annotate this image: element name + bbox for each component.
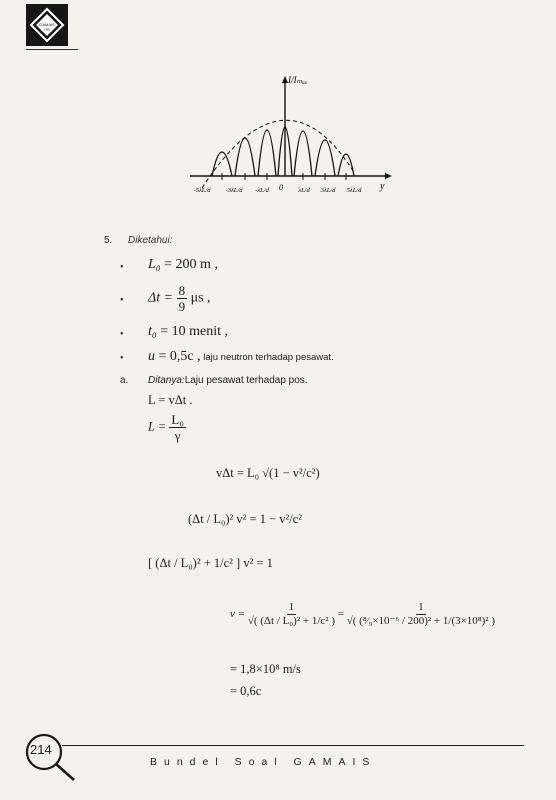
tick-label: 3λL/d (320, 187, 336, 194)
question-line (148, 375, 308, 386)
equation-line: (Δt / L₀)² v² = 1 − v²/c² (188, 512, 303, 526)
equation-line (148, 413, 186, 442)
fraction-numerator: L₀ (171, 412, 184, 427)
result-line: = 0,6c (230, 684, 262, 698)
bullet: • (120, 329, 124, 340)
tick-label: 0 (279, 183, 283, 192)
equation-fraction (347, 602, 495, 627)
given-item (148, 324, 228, 340)
given-symbol: Δt = (148, 290, 174, 306)
ask-label: Ditanya: (148, 375, 185, 386)
x-axis-label: y (380, 181, 385, 192)
given-fraction (177, 284, 188, 313)
tick-label: -3λL/d (225, 187, 243, 194)
given-symbol: L₀ (148, 257, 161, 272)
equation-lhs: v = (230, 608, 246, 621)
given-heading: Diketahui: (128, 235, 173, 246)
given-item (148, 284, 211, 313)
given-item (148, 257, 218, 273)
given-symbol: u (148, 349, 155, 364)
footer-rule (62, 745, 524, 746)
bullet: • (120, 353, 124, 364)
equation-fraction (248, 602, 335, 627)
result-line: = 1,8×10⁸ m/s (230, 662, 301, 676)
intensity-diagram (180, 70, 410, 210)
tick-label: 5λL/d (346, 187, 362, 194)
given-value: = 0,5c , (155, 349, 201, 364)
equation-line: [ (Δt / L₀)² + 1/c² ] v² = 1 (148, 556, 273, 570)
problem-number: 5. (104, 235, 113, 246)
equation-fraction (169, 413, 185, 442)
fraction-numerator: 1 (418, 601, 424, 613)
fraction-denominator: √( (⁸⁄₉×10⁻⁶ / 200)² + 1/(3×10⁸)² ) (346, 615, 496, 627)
tick-label: λL/d (298, 187, 310, 194)
given-symbol: t₀ (148, 324, 157, 339)
given-value: μs , (187, 290, 211, 306)
header-rule (26, 49, 78, 50)
fraction-denominator: 9 (178, 299, 186, 314)
fraction-numerator: 1 (288, 601, 295, 613)
magnifier-icon (22, 732, 82, 784)
equation-line (230, 602, 495, 627)
given-value: = 10 menit , (156, 324, 229, 339)
gamais-logo (26, 4, 68, 46)
fraction-numerator: 8 (178, 283, 186, 298)
equation-line: L = vΔt . (148, 393, 193, 407)
footer-book-title: Bundel Soal GAMAIS (150, 756, 377, 768)
svg-text:ITB: ITB (44, 28, 50, 32)
tick-label: -5λL/d (193, 187, 211, 194)
equation-lhs: L = (148, 419, 167, 434)
logo-emblem-icon (26, 4, 68, 46)
svg-text:GAMAIS: GAMAIS (39, 22, 55, 27)
fraction-denominator: √( (Δt / L₀)² + 1/c² ) (247, 615, 335, 627)
equation-line: vΔt = L₀ √(1 − v²/c²) (216, 466, 320, 480)
fraction-denominator: γ (174, 428, 181, 443)
tick-label: -λL/d (255, 187, 269, 194)
bullet: • (120, 262, 124, 273)
bullet: • (120, 295, 124, 306)
equals-sign: = (337, 608, 344, 621)
given-note: laju neutron terhadap pesawat. (200, 352, 334, 363)
page-number: 214 (30, 742, 52, 757)
given-item (148, 349, 334, 365)
ask-text: Laju pesawat terhadap pos. (184, 375, 308, 386)
part-label: a. (120, 375, 129, 386)
given-value: = 200 m , (160, 257, 218, 272)
y-axis-label: I/Iₘₐₓ (288, 75, 308, 85)
